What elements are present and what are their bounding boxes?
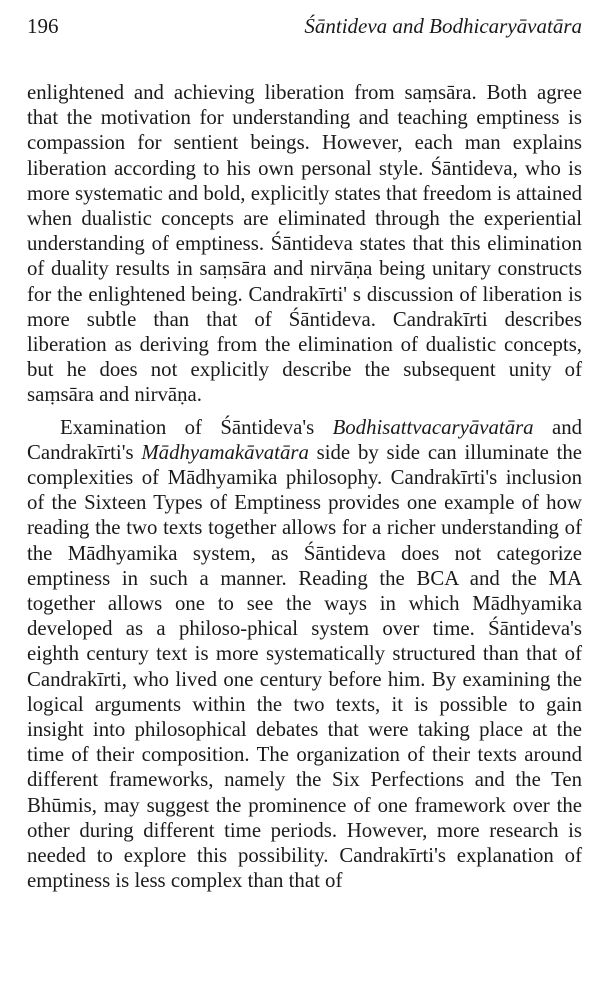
book-title-bodhisattvacaryavatara: Bodhisattvacaryāvatāra [332,415,534,439]
paragraph-text-segment: side by side can illuminate the complexities of Mādhyamika philosophy. Candrakīrti's inclusion of the Sixteen Types of Emptiness provides one example of how reading the two texts together allows for a richer understanding of the Mādhyamika system, as Śāntideva does not categorize emptiness in such a manner. Reading the BCA and the MA together allows one to see the ways in which Mādhyamika developed as a philoso-phical system over time. Śāntideva's eighth century text is more systematically structured than that of Candrakīrti, who lived one century before him. By examining the logical arguments within the two texts, it is possible to gain insight into philosophical debates that were taking place at the time of their composition. The organization of their texts around different frameworks, namely the Six Perfections and the Ten Bhūmis, may suggest the prominence of one framework over the other during different time periods. However, more research is needed to explore this possibility. Candrakīrti's explanation of emptiness is less complex than that of [27,440,582,893]
running-title: Śāntideva and Bodhicaryāvatāra [304,14,582,38]
running-header [27,14,582,50]
book-page [27,14,582,894]
paragraph-text-segment: and Candrakīrti's [27,415,582,464]
paragraph-text-segment: Examination of Śāntideva's [60,415,333,439]
paragraph-continued: enlightened and achieving liberation from saṃsāra. Both agree that the motivation for understanding and teaching emptiness is compassion for sentient beings. However, each man explains liberation according to his own personal style. Śāntideva, who is more systematic and bold, explicitly states that freedom is attained when dualistic concepts are eliminated through the experiential understanding of emptiness. Śāntideva states that this elimination of duality results in saṃsāra and nirvāṇa being unitary constructs for the enlightened being. Candrakīrti' s discussion of liberation is more subtle than that of Śāntideva. Candrakīrti describes liberation as deriving from the elimination of dualistic concepts, but he does not explicitly describe the subsequent unity of saṃsāra and nirvāṇa. [27,81,582,407]
book-title-madhyamakavatara: Mādhyamakāvatāra [141,440,309,464]
paragraph-examination [27,415,582,894]
body-text [27,80,582,894]
page-number: 196 [27,14,59,38]
